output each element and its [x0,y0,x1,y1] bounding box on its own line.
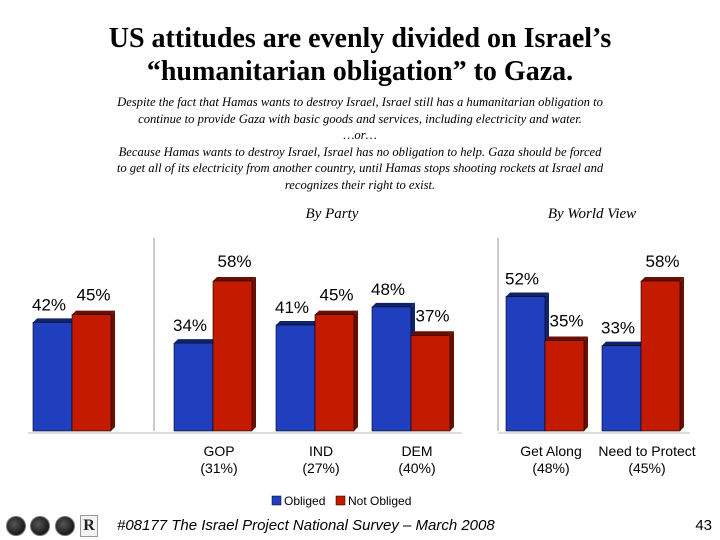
logo-circle-icon [55,516,75,536]
data-label: 45% [319,285,354,305]
legend-swatch-obliged [272,496,281,505]
slide-title-line-1: US attitudes are evenly divided on Israel’s [108,23,612,54]
bar-not-obliged [545,340,584,431]
slide-title-line-2: “humanitarian obligation” to Gaza. [146,56,574,87]
bar-side [354,311,358,431]
data-label: 48% [370,279,406,299]
logo-circle-icon [30,516,50,536]
data-label: 37% [415,306,450,326]
footer-survey-text: #08177 The Israel Project National Survey – March 2008 [117,517,495,534]
bar-top [372,303,415,307]
category-sublabel: (40%) [398,460,436,476]
bar-obliged [372,307,411,431]
page-number: 43 [695,517,712,534]
category-sublabel: (31%) [200,460,238,476]
legend-swatch-not-obliged [336,496,345,505]
bar-top [315,311,358,315]
bar-obliged [602,346,641,431]
data-label: 45% [76,285,111,305]
data-label: 34% [172,316,208,336]
data-label: 52% [504,269,540,289]
bar-side [584,336,588,431]
bar-top [276,321,319,325]
question-line: Despite the fact that Hamas wants to destroy Israel, Israel still has a humanitarian obligation to [117,95,603,109]
question-line: recognizes their right to exist. [284,177,436,192]
category-label: GOP [203,443,235,459]
group-label: By World View [547,206,637,222]
bar-obliged [174,343,213,431]
bar-top [213,277,256,281]
bar-obliged [33,322,72,431]
bar-top [545,336,588,340]
bar-not-obliged [411,335,450,431]
category-sublabel: (27%) [302,460,340,476]
bar-side [252,277,256,431]
question-line: continue to provide Gaza with basic goods and services, including electricity and water. [138,111,582,126]
bar-not-obliged [315,315,354,431]
bar-top [33,318,76,322]
bar-not-obliged [72,315,111,431]
bar-side [111,311,115,431]
bar-obliged [506,297,545,431]
data-label: 58% [217,252,252,271]
logo-circle-icon [6,516,26,536]
bar-side [680,277,684,431]
bar-not-obliged [641,281,680,431]
data-label: 58% [645,252,680,271]
bar-top [602,342,645,346]
category-sublabel: (45%) [628,460,666,476]
bar-obliged [276,325,315,431]
legend-label: Obliged [284,494,326,508]
group-label: By Party [305,206,359,222]
category-sublabel: (48%) [532,460,570,476]
bar-top [411,331,454,335]
bar-side [450,331,454,431]
category-label: IND [308,443,334,459]
bar-not-obliged [213,281,252,431]
bar-top [506,293,549,297]
data-label: 42% [31,295,67,315]
category-label: DEM [401,443,433,459]
logo-mark-icon: R [80,515,98,537]
bar-top [641,277,684,281]
category-label: Need to Protect [598,443,696,459]
data-label: 41% [274,297,310,317]
question-line: to get all of its electricity from another country, until Hamas stops shooting rockets at Israel and [116,161,604,176]
category-label: Get Along [520,443,582,459]
bar-top [72,311,115,315]
question-line: Because Hamas wants to destroy Israel, Israel has no obligation to help. Gaza should be forced [118,144,602,159]
data-label: 33% [600,318,636,338]
bar-top [174,339,217,343]
legend-label: Not Obliged [348,494,412,508]
question-line: …or… [343,128,377,143]
data-label: 35% [549,311,584,331]
